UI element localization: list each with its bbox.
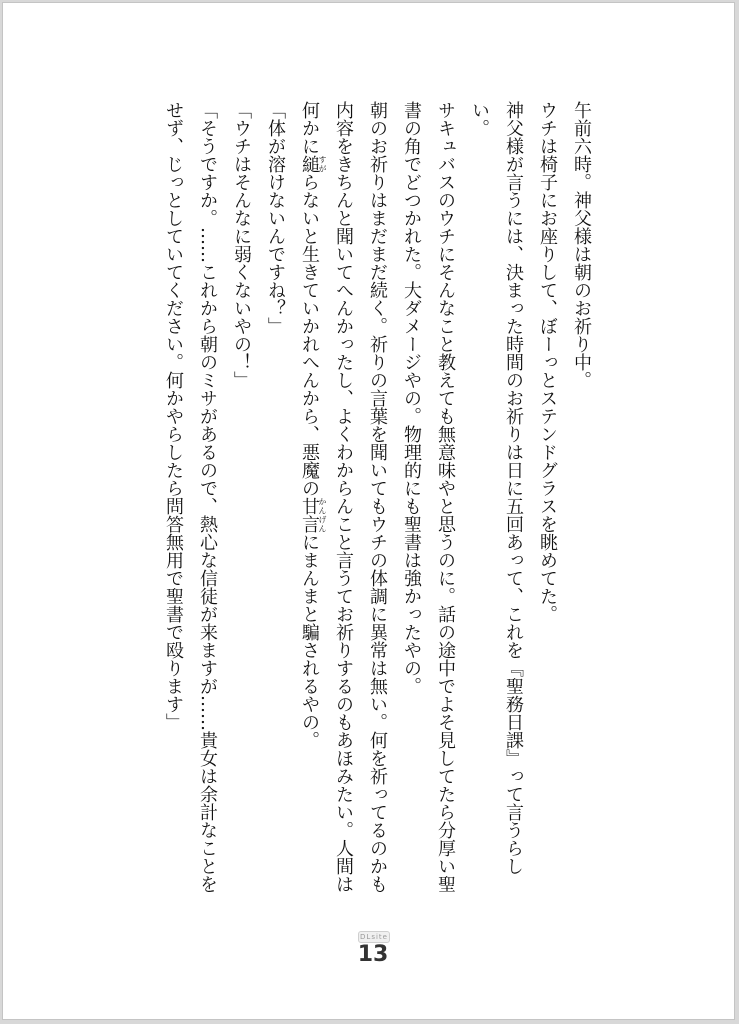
paragraph-6: 「体が溶けないんですね？」 [265, 101, 286, 335]
paragraph-7: 「ウチはそんなに弱くないやの！」 [231, 101, 252, 389]
paragraph-4: サキュバスのウチにそんなこと教えても無意味やと思うのに。話の途中でよそ見してたら分厚い聖書の角でどつかれた。大ダメージやの。物理的にも聖書は強かったやの。 [401, 101, 456, 893]
ruby-sugara-base: 縋 [299, 155, 320, 173]
vertical-text-block [153, 101, 598, 901]
paragraph-1: 午前六時。神父様は朝のお祈り中。 [571, 101, 592, 389]
folio-badge: DLsite [358, 931, 390, 943]
ruby-kangen-base: 甘言 [299, 497, 320, 533]
paragraph-2: ウチは椅子にお座りして、ぼーっとステンドグラスを眺めてた。 [537, 101, 558, 623]
ruby-kangen [299, 497, 327, 533]
paragraph-5 [292, 101, 394, 901]
book-page [2, 2, 735, 1020]
paragraph-8: 「そうですか。……これから朝のミサがあるので、熱心な信徒が来ますが……貴女は余計なことをせず、じっとしていてください。何かやらしたら問答無用で聖書で殴ります」 [163, 101, 218, 893]
paragraph-5-part-b: らないと生きていかれへんから、悪魔の [299, 173, 320, 497]
paragraph-5-part-a: 朝のお祈りはまだまだ続く。祈りの言葉を聞いてもウチの体調に異常は無い。何を祈ってるのかも内容をきちんと聞いてへんかったし、よくわからんこと言うてお祈りするのもあほみたい。人間は何かに [299, 101, 388, 893]
page-number: 13 [357, 942, 389, 967]
ruby-sugara-reading: すが [318, 155, 327, 173]
ruby-sugara [299, 155, 327, 173]
paragraph-3: 神父様が言うには、決まった時間のお祈りは日に五回あって、これを『聖務日課』って言うらしい。 [469, 101, 524, 875]
paragraph-5-part-c: にまんまと騙されるやの。 [299, 533, 320, 749]
page-folio [352, 931, 394, 971]
ruby-kangen-reading: かんげん [318, 497, 327, 533]
